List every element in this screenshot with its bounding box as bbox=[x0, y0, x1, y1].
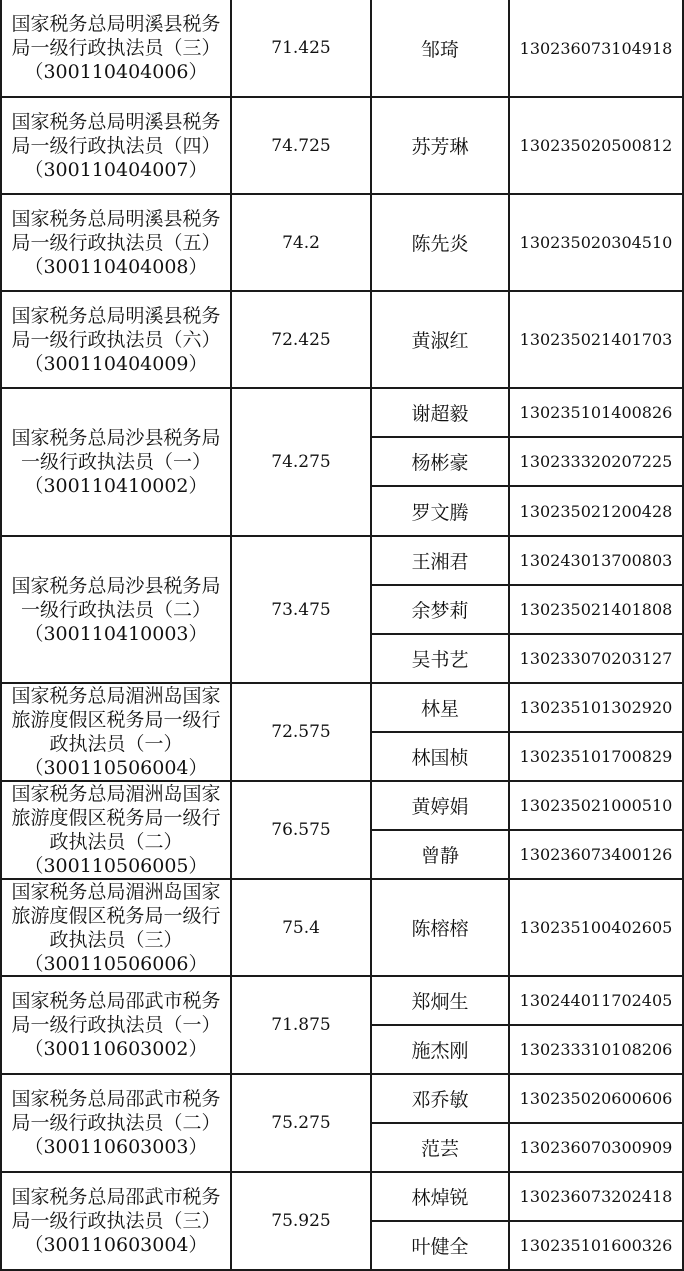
candidate-id-cell: 130244011702405 bbox=[510, 977, 684, 1026]
score-cell: 73.475 bbox=[232, 537, 372, 684]
candidate-name-cell: 陈先炎 bbox=[372, 195, 510, 292]
candidate-id-cell: 130235020600606 bbox=[510, 1075, 684, 1124]
candidate-name-cell: 林星 bbox=[372, 684, 510, 733]
candidate-name-cell: 邹琦 bbox=[372, 0, 510, 98]
candidate-name-cell: 郑炯生 bbox=[372, 977, 510, 1026]
position-cell: 国家税务总局明溪县税务 局一级行政执法员（四） （300110404007） bbox=[0, 98, 232, 195]
score-cell: 75.4 bbox=[232, 880, 372, 977]
candidate-id-cell: 130235021401808 bbox=[510, 586, 684, 635]
candidate-id-cell: 130243013700803 bbox=[510, 537, 684, 586]
score-cell: 74.725 bbox=[232, 98, 372, 195]
position-cell: 国家税务总局湄洲岛国家 旅游度假区税务局一级行 政执法员（一） （300110506004） bbox=[0, 684, 232, 782]
position-cell: 国家税务总局邵武市税务 局一级行政执法员（三） （300110603004） bbox=[0, 1173, 232, 1271]
candidate-id-cell: 130235021401703 bbox=[510, 292, 684, 389]
position-cell: 国家税务总局沙县税务局 一级行政执法员（一） （300110410002） bbox=[0, 389, 232, 537]
score-cell: 72.575 bbox=[232, 684, 372, 782]
candidate-name-cell: 吴书艺 bbox=[372, 635, 510, 684]
candidate-id-cell: 130236073400126 bbox=[510, 831, 684, 880]
score-cell: 71.875 bbox=[232, 977, 372, 1075]
score-cell: 71.425 bbox=[232, 0, 372, 98]
candidate-name-cell: 曾静 bbox=[372, 831, 510, 880]
candidate-name-cell: 黄婷娟 bbox=[372, 782, 510, 831]
candidate-name-cell: 杨彬豪 bbox=[372, 438, 510, 487]
position-cell: 国家税务总局邵武市税务 局一级行政执法员（一） （300110603002） bbox=[0, 977, 232, 1075]
candidate-id-cell: 130236073202418 bbox=[510, 1173, 684, 1222]
score-cell: 76.575 bbox=[232, 782, 372, 880]
candidate-id-cell: 130233070203127 bbox=[510, 635, 684, 684]
candidate-name-cell: 谢超毅 bbox=[372, 389, 510, 438]
candidate-id-cell: 130235100402605 bbox=[510, 880, 684, 977]
position-cell: 国家税务总局明溪县税务 局一级行政执法员（六） （300110404009） bbox=[0, 292, 232, 389]
candidate-name-cell: 陈榕榕 bbox=[372, 880, 510, 977]
candidate-id-cell: 130235101400826 bbox=[510, 389, 684, 438]
candidate-name-cell: 王湘君 bbox=[372, 537, 510, 586]
candidate-name-cell: 施杰刚 bbox=[372, 1026, 510, 1075]
candidate-name-cell: 叶健全 bbox=[372, 1222, 510, 1271]
position-cell: 国家税务总局沙县税务局 一级行政执法员（二） （300110410003） bbox=[0, 537, 232, 684]
candidate-name-cell: 黄淑红 bbox=[372, 292, 510, 389]
candidate-name-cell: 苏芳琳 bbox=[372, 98, 510, 195]
candidate-name-cell: 邓乔敏 bbox=[372, 1075, 510, 1124]
candidate-id-cell: 130235101700829 bbox=[510, 733, 684, 782]
candidate-id-cell: 130235101302920 bbox=[510, 684, 684, 733]
candidate-name-cell: 林国桢 bbox=[372, 733, 510, 782]
score-cell: 74.275 bbox=[232, 389, 372, 537]
candidate-id-cell: 130235021000510 bbox=[510, 782, 684, 831]
candidate-id-cell: 130233310108206 bbox=[510, 1026, 684, 1075]
candidate-name-cell: 范芸 bbox=[372, 1124, 510, 1173]
position-cell: 国家税务总局明溪县税务 局一级行政执法员（三） （300110404006） bbox=[0, 0, 232, 98]
candidate-id-cell: 130235101600326 bbox=[510, 1222, 684, 1271]
position-cell: 国家税务总局湄洲岛国家 旅游度假区税务局一级行 政执法员（二） （300110506005） bbox=[0, 782, 232, 880]
candidate-id-cell: 130236070300909 bbox=[510, 1124, 684, 1173]
score-cell: 74.2 bbox=[232, 195, 372, 292]
candidate-id-cell: 130235020304510 bbox=[510, 195, 684, 292]
candidate-id-cell: 130235020500812 bbox=[510, 98, 684, 195]
position-cell: 国家税务总局湄洲岛国家 旅游度假区税务局一级行 政执法员（三） （300110506006） bbox=[0, 880, 232, 977]
position-cell: 国家税务总局明溪县税务 局一级行政执法员（五） （300110404008） bbox=[0, 195, 232, 292]
position-cell: 国家税务总局邵武市税务 局一级行政执法员（二） （300110603003） bbox=[0, 1075, 232, 1173]
score-cell: 75.925 bbox=[232, 1173, 372, 1271]
candidate-name-cell: 余梦莉 bbox=[372, 586, 510, 635]
candidate-name-cell: 林焯锐 bbox=[372, 1173, 510, 1222]
score-cell: 72.425 bbox=[232, 292, 372, 389]
candidate-id-cell: 130236073104918 bbox=[510, 0, 684, 98]
candidate-id-cell: 130233320207225 bbox=[510, 438, 684, 487]
score-cell: 75.275 bbox=[232, 1075, 372, 1173]
candidate-id-cell: 130235021200428 bbox=[510, 487, 684, 537]
candidate-name-cell: 罗文腾 bbox=[372, 487, 510, 537]
